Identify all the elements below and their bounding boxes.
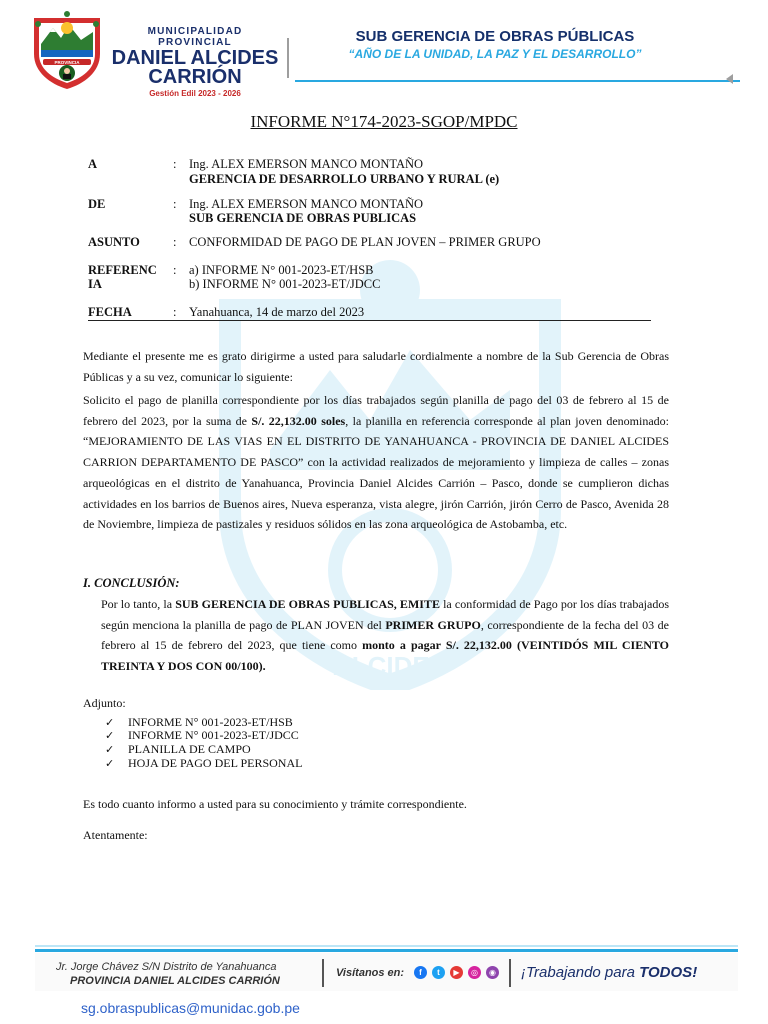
payment-paragraph [83, 390, 669, 535]
fields-separator [88, 320, 651, 321]
conclusion-group: PRIMER GRUPO [385, 617, 481, 632]
watermark-text: ALCIDES [332, 651, 448, 681]
field-value-a-office: GERENCIA DE DESARROLLO URBANO Y RURAL (e) [189, 172, 500, 186]
intro-paragraph: Mediante el presente me es grato dirigirme a usted para saludarle cordialmente a nombre de la Sub Gerencia de Obras Públicas y a su vez, comunicar lo siguiente: [83, 349, 669, 384]
check-icon: ✓ [105, 743, 115, 756]
facebook-icon[interactable]: f [414, 966, 427, 979]
check-icon: ✓ [105, 757, 115, 770]
field-value-de-name: Ing. ALEX EMERSON MANCO MONTAÑO [189, 197, 424, 211]
field-value-fecha: Yanahuanca, 14 de marzo del 2023 [189, 305, 365, 319]
payment-amount: S/. 22,132.00 soles [251, 413, 346, 428]
field-value-de-office: SUB GERENCIA DE OBRAS PUBLICAS [189, 211, 417, 225]
page-header [0, 0, 768, 98]
sign-off: Atentamente: [83, 828, 148, 842]
footer-address-2: PROVINCIA DANIEL ALCIDES CARRIÓN [70, 975, 280, 987]
instagram-icon[interactable]: ◎ [468, 966, 481, 979]
conclusion-office: SUB GERENCIA DE OBRAS PUBLICAS, EMITE [175, 597, 440, 611]
field-value-a-name: Ing. ALEX EMERSON MANCO MONTAÑO [189, 157, 424, 171]
field-colon: : [173, 197, 177, 211]
field-label-fecha: FECHA [88, 305, 132, 319]
field-colon: : [173, 235, 177, 249]
footer-address-1: Jr. Jorge Chávez S/N Distrito de Yanahuanca [56, 961, 277, 973]
page-footer [0, 945, 768, 1024]
conclusion-text-c: la conformidad de Pago por los días trabajados según menciona la planilla de pago de PLAN JOVEN del [101, 597, 669, 632]
footer-slogan: ¡Trabajando para TODOS! [521, 964, 698, 981]
field-colon: : [173, 263, 177, 277]
payment-text-a: Solicito el pago de planilla correspondiente por los días trabajados según planilla de pago del 03 de febrero al 15 de febrero del 2023, por la suma de [83, 393, 669, 428]
attachment-item: ✓ HOJA DE PAGO DEL PERSONAL [105, 756, 303, 770]
attachments-label: Adjunto: [83, 696, 126, 710]
header-divider [287, 38, 289, 78]
field-label-referencia-cont: IA [88, 277, 102, 291]
field-value-ref-b: b) INFORME N° 001-2023-ET/JDCC [189, 277, 381, 291]
footer-divider [322, 959, 324, 987]
header-triangle-icon [726, 74, 733, 84]
subgerencia-block [300, 28, 690, 61]
closing-sentence: Es todo cuanto informo a usted para su conocimiento y trámite correspondiente. [83, 797, 467, 811]
report-title: INFORME N°174-2023-SGOP/MPDC [250, 112, 518, 131]
conclusion-text-a: Por lo tanto, la [101, 597, 176, 611]
field-value-asunto: CONFORMIDAD DE PAGO DE PLAN JOVEN – PRIMER GRUPO [189, 235, 541, 249]
gestion-edil: Gestión Edil 2023 - 2026 [149, 89, 241, 98]
footer-rule-light [35, 945, 738, 947]
conclusion-paragraph [101, 594, 669, 677]
field-label-referencia: REFERENC [88, 263, 157, 277]
youtube-icon[interactable]: ▶ [450, 966, 463, 979]
attachment-item: ✓ INFORME N° 001-2023-ET/JDCC [105, 728, 299, 742]
field-label-de: DE [88, 197, 106, 211]
footer-visit-label: Visítanos en: [336, 967, 405, 979]
conclusion-amount: monto a pagar S/. 22,132.00 (VEINTIDÓS MIL CIENTO TREINTA Y DOS CON 00/100). [101, 638, 669, 674]
conclusion-heading: I. CONCLUSIÓN: [83, 576, 180, 590]
svg-text:PROVINCIA: PROVINCIA [54, 60, 80, 65]
check-icon: ✓ [105, 729, 115, 742]
attachment-item: ✓ INFORME N° 001-2023-ET/HSB [105, 715, 293, 729]
municipality-name-line-1: DANIEL ALCIDES [111, 47, 279, 69]
header-rule [295, 80, 740, 82]
municipality-name-block [110, 26, 280, 98]
municipal-crest-logo [28, 10, 106, 90]
twitter-icon[interactable]: t [432, 966, 445, 979]
check-icon: ✓ [105, 716, 115, 729]
municipality-small-title: MUNICIPALIDAD PROVINCIAL [147, 26, 243, 48]
field-colon: : [173, 305, 177, 319]
conclusion-text-e: , correspondiente de la fecha del 03 de febrero al 15 de febrero del 2023, que tiene como [101, 617, 669, 653]
year-motto: “AÑO DE LA UNIDAD, LA PAZ Y EL DESARROLLO” [348, 47, 642, 61]
footer-divider [509, 959, 511, 987]
attachment-item: ✓ PLANILLA DE CAMPO [105, 742, 251, 756]
web-icon[interactable]: ◉ [486, 966, 499, 979]
payment-text-b: , la planilla en referencia corresponde al plan joven denominado: “MEJORAMIENTO DE LAS VIAS EN EL DISTRITO DE YANAHUANCA - PROVINCIA DE DANIEL ALCIDES CARRION DEPARTAMENTO DE PASCO” con la actividad realizados de mejoramiento y limpieza de calles – zonas arqueológicas en el distrito de Yanahuanca, Provincia Daniel Alcides Carrión – Pasco, donde se cumplieron dichas actividades en los barrios de Buenos aires, Nueva esperanza, vista alegre, jirón Carrión, jirón Cerro de Pasco, Avenida 28 de Noviembre, limpieza de pastizales y residuos sólidos en las zona arqueológica de Astobamba, etc. [83, 413, 669, 532]
footer-email-link[interactable]: sg.obraspublicas@munidac.gob.pe [81, 1000, 300, 1016]
field-value-ref-a: a) INFORME N° 001-2023-ET/HSB [189, 263, 374, 277]
municipality-name-line-2: CARRIÓN [148, 66, 242, 88]
subgerencia-title: SUB GERENCIA DE OBRAS PÚBLICAS [355, 28, 635, 45]
field-label-a: A [88, 157, 98, 171]
footer-rule [35, 949, 738, 952]
field-label-asunto: ASUNTO [88, 235, 140, 249]
field-colon: : [173, 157, 177, 171]
